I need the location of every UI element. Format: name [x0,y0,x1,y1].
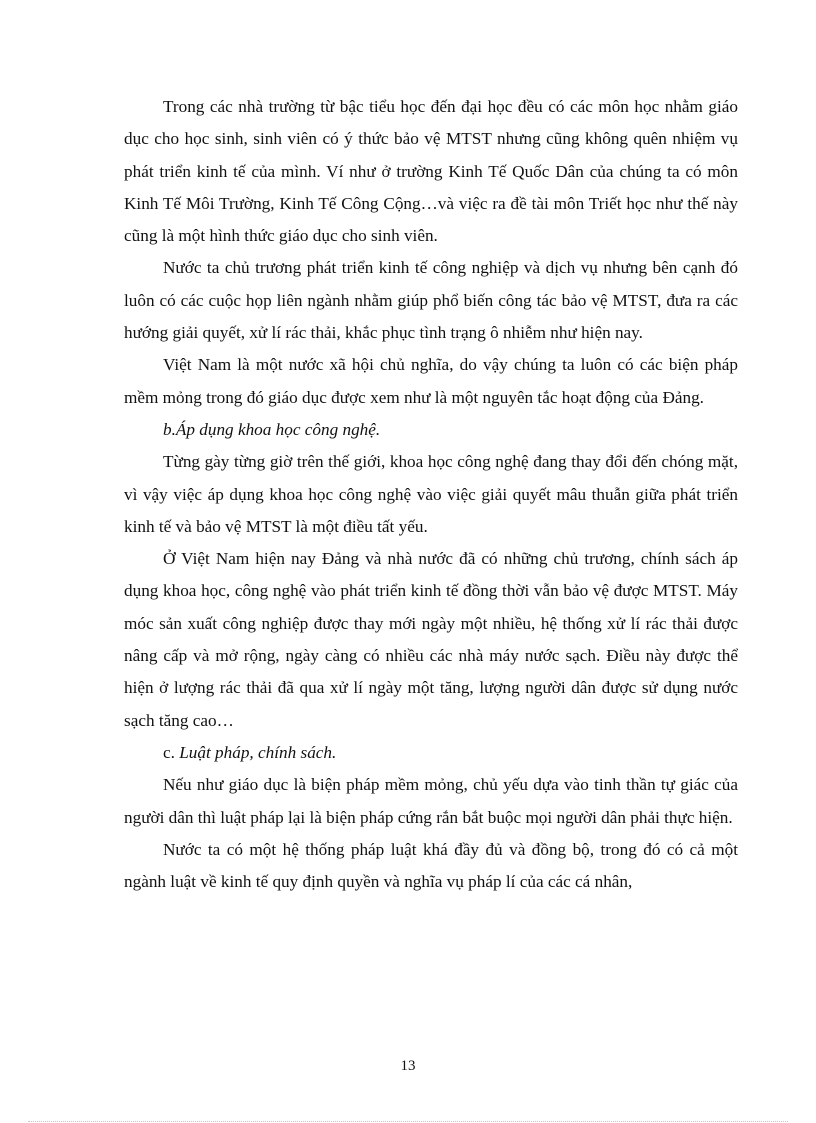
paragraph-industry-policy: Nước ta chủ trương phát triển kinh tế công nghiệp và dịch vụ nhưng bên cạnh đó luôn có các cuộc họp liên ngành nhằm giúp phổ biến công tác bảo vệ MTST, đưa ra các hướng giải quyết, xử lí rác thải, khắc phục tình trạng ô nhiễm như hiện nay. [124,258,738,343]
footer-divider [28,1121,788,1122]
body-text [124,91,738,898]
paragraph-socialist-measures: Việt Nam là một nước xã hội chủ nghĩa, do vậy chúng ta luôn có các biện pháp mềm mỏng trong đó giáo dục được xem như là một nguyên tắc hoạt động của Đảng. [124,355,738,407]
paragraph-vietnam-technology: Ở Việt Nam hiện nay Đảng và nhà nước đã có những chủ trương, chính sách áp dụng khoa học, công nghệ vào phát triển kinh tế đồng thời vẫn bảo vệ được MTST. Máy móc sản xuất công nghiệp được thay mới ngày một nhiều, hệ thống xử lí rác thải được nâng cấp và mở rộng, ngày càng có nhiều các nhà máy nước sạch. Điều này được thể hiện ở lượng rác thải đã qua xử lí ngày một tăng, lượng người dân được sử dụng nước sạch tăng cao… [124,549,738,730]
section-heading-c-prefix: c. [163,742,180,762]
paragraph-technology-change: Từng gày từng giờ trên thế giới, khoa học công nghệ đang thay đổi đến chóng mặt, vì vậy việc áp dụng khoa học công nghệ vào việc giải quyết mâu thuẫn giữa phát triển kinh tế và bảo vệ MTST là một điều tất yếu. [124,452,738,536]
paragraph-law-vs-education: Nếu như giáo dục là biện pháp mềm mỏng, chủ yếu dựa vào tinh thần tự giác của người dân thì luật pháp lại là biện pháp cứng rắn bắt buộc mọi người dân phải thực hiện. [124,775,738,827]
paragraph-education-schools: Trong các nhà trường từ bậc tiểu học đến đại học đều có các môn học nhằm giáo dục cho học sinh, sinh viên có ý thức bảo vệ MTST nhưng cũng không quên nhiệm vụ phát triển kinh tế của mình. Ví như ở trường Kinh Tế Quốc Dân của chúng ta có môn Kinh Tế Môi Trường, Kinh Tế Công Cộng…và việc ra đề tài môn Triết học như thế này cũng là một hình thức giáo dục cho sinh viên. [124,97,738,246]
section-heading-b [124,414,738,446]
section-heading-c-text: Luật pháp, chính sách. [179,742,337,762]
page-number: 13 [400,1058,416,1074]
section-heading-b-text: b.Áp dụng khoa học công nghệ. [163,419,381,439]
paragraph-legal-system: Nước ta có một hệ thống pháp luật khá đầy đủ và đồng bộ, trong đó có cả một ngành luật về kinh tế quy định quyền và nghĩa vụ pháp lí của các cá nhân, [124,839,738,892]
section-heading-c [124,737,738,769]
